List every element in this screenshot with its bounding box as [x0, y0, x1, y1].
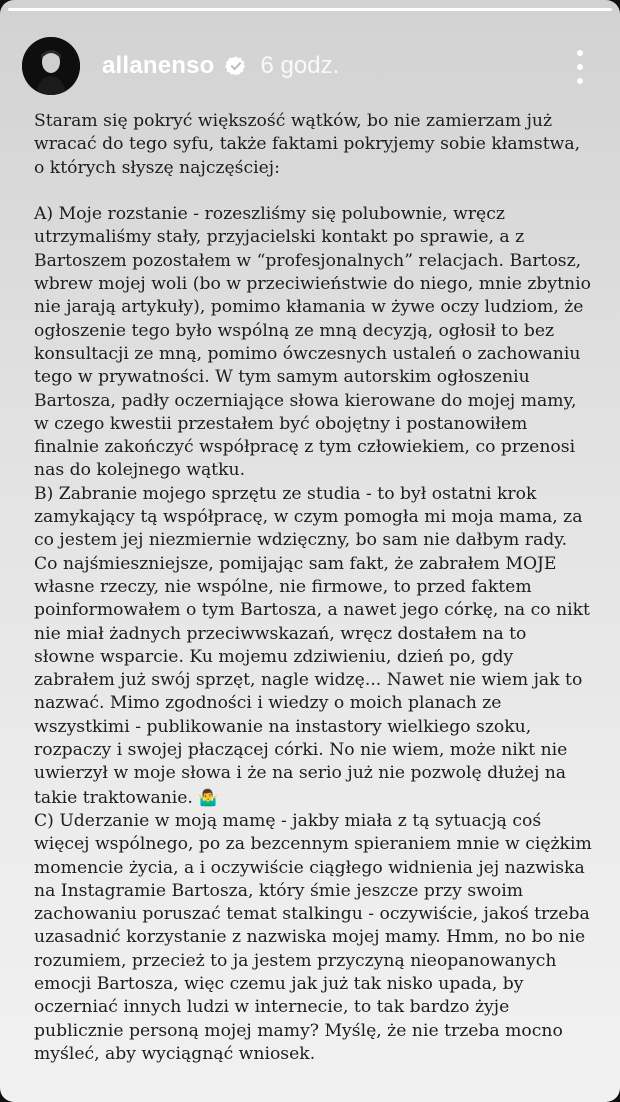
menu-dot [577, 64, 583, 70]
story-header [22, 36, 598, 96]
paragraph-gap [34, 180, 592, 203]
verified-badge-icon [225, 55, 247, 77]
story-progress-bar [8, 8, 612, 11]
shrug-emoji-icon: 🤷‍♂️ [198, 787, 219, 807]
story-progress-fill [8, 8, 612, 11]
story-text-point-a: A) Moje rozstanie - rozeszliśmy się polubownie, wręcz utrzymaliśmy stały, przyjacielski kontakt po sprawie, a z Bartoszem pozostałem w “profesjonalnych” relacjach. Bartosz, wbrew mojej woli (bo w przeciwieństwie do niego, mnie zbytnio nie jarają artykuły), pomimo kłamania w żywe oczy ludziom, że ogłoszenie tego było wspólną ze mną decyzją, ogłosił to bez konsultacji ze mną, pomimo ówczesnych ustaleń o zachowaniu tego w prywatności. W tym samym autorskim ogłoszeniu Bartosza, padły oczerniające słowa kierowane do mojej mamy, w czego kwestii przestałem być obojętny i postanowiłem finalnie zakończyć współpracę z tym człowiekiem, co przenosi nas do kolejnego wątku. [34, 204, 591, 481]
story-text-point-b-body: B) Zabranie mojego sprzętu ze studia - to był ostatni krok zamykający tą współpracę, w czym pomogła mi moja mama, za co jestem jej niezmiernie wdzięczny, bo sam nie dałbym rady. Co najśmieszniejsze, pomijając sam fakt, że zabrałem MOJE własne rzeczy, nie wspólne, nie firmowe, to przed faktem poinformowałem o tym Bartosza, a nawet jego córkę, na co nikt nie miał żadnych przeciwwskazań, wręcz dostałem na to słowne wsparcie. Ku mojemu zdziwieniu, dzień po, gdy zabrałem już swój sprzęt, nagle widzę... Nawet nie wiem jak to nazwać. Mimo zgodności i wiedzy o moich planach ze wszystkimi - publikowanie na instastory wielkiego szoku, rozpaczy i swojej płaczącej córki. No nie wiem, może nikt nie uwierzył w moje słowa i że na serio już nie pozwolę dłużej na takie traktowanie. [34, 483, 590, 808]
story-text-point-c: C) Uderzanie w moją mamę - jakby miała z tą sytuacją coś więcej wspólnego, po za bezcennym spieraniem mnie w ciężkim momencie życia, a i oczywiście ciągłego widnienia jej nazwiska na Instagramie Bartosza, który śmie jeszcze przy swoim zachowaniu poruszać temat stalkingu - oczywiście, jakoś trzeba uzasadnić korzystanie z nazwiska mojej mamy. Hmm, no bo nie rozumiem, przecież to ja jestem przyczyną nieopanowanych emocji Bartosza, więc czemu jak już tak nisko upada, by oczerniać innych ludzi w internecie, to tak bardzo żyje publicznie personą mojej mamy? Myślę, że nie trzeba mocno myśleć, aby wyciągnąć wniosek. [34, 810, 592, 1064]
menu-dot [577, 50, 583, 56]
profile-photo-icon [22, 37, 80, 95]
more-vertical-icon[interactable] [574, 50, 586, 84]
username[interactable]: allanenso [102, 52, 215, 79]
avatar[interactable] [22, 37, 80, 95]
story-timestamp: 6 godz. [260, 52, 340, 79]
menu-dot [577, 78, 583, 84]
story-text [34, 110, 592, 1066]
story-text-point-b [34, 483, 592, 810]
story-text-intro: Staram się pokryć większość wątków, bo nie zamierzam już wracać do tego syfu, także faktami pokryjemy sobie kłamstwa, o których słyszę najczęściej: [34, 111, 581, 178]
